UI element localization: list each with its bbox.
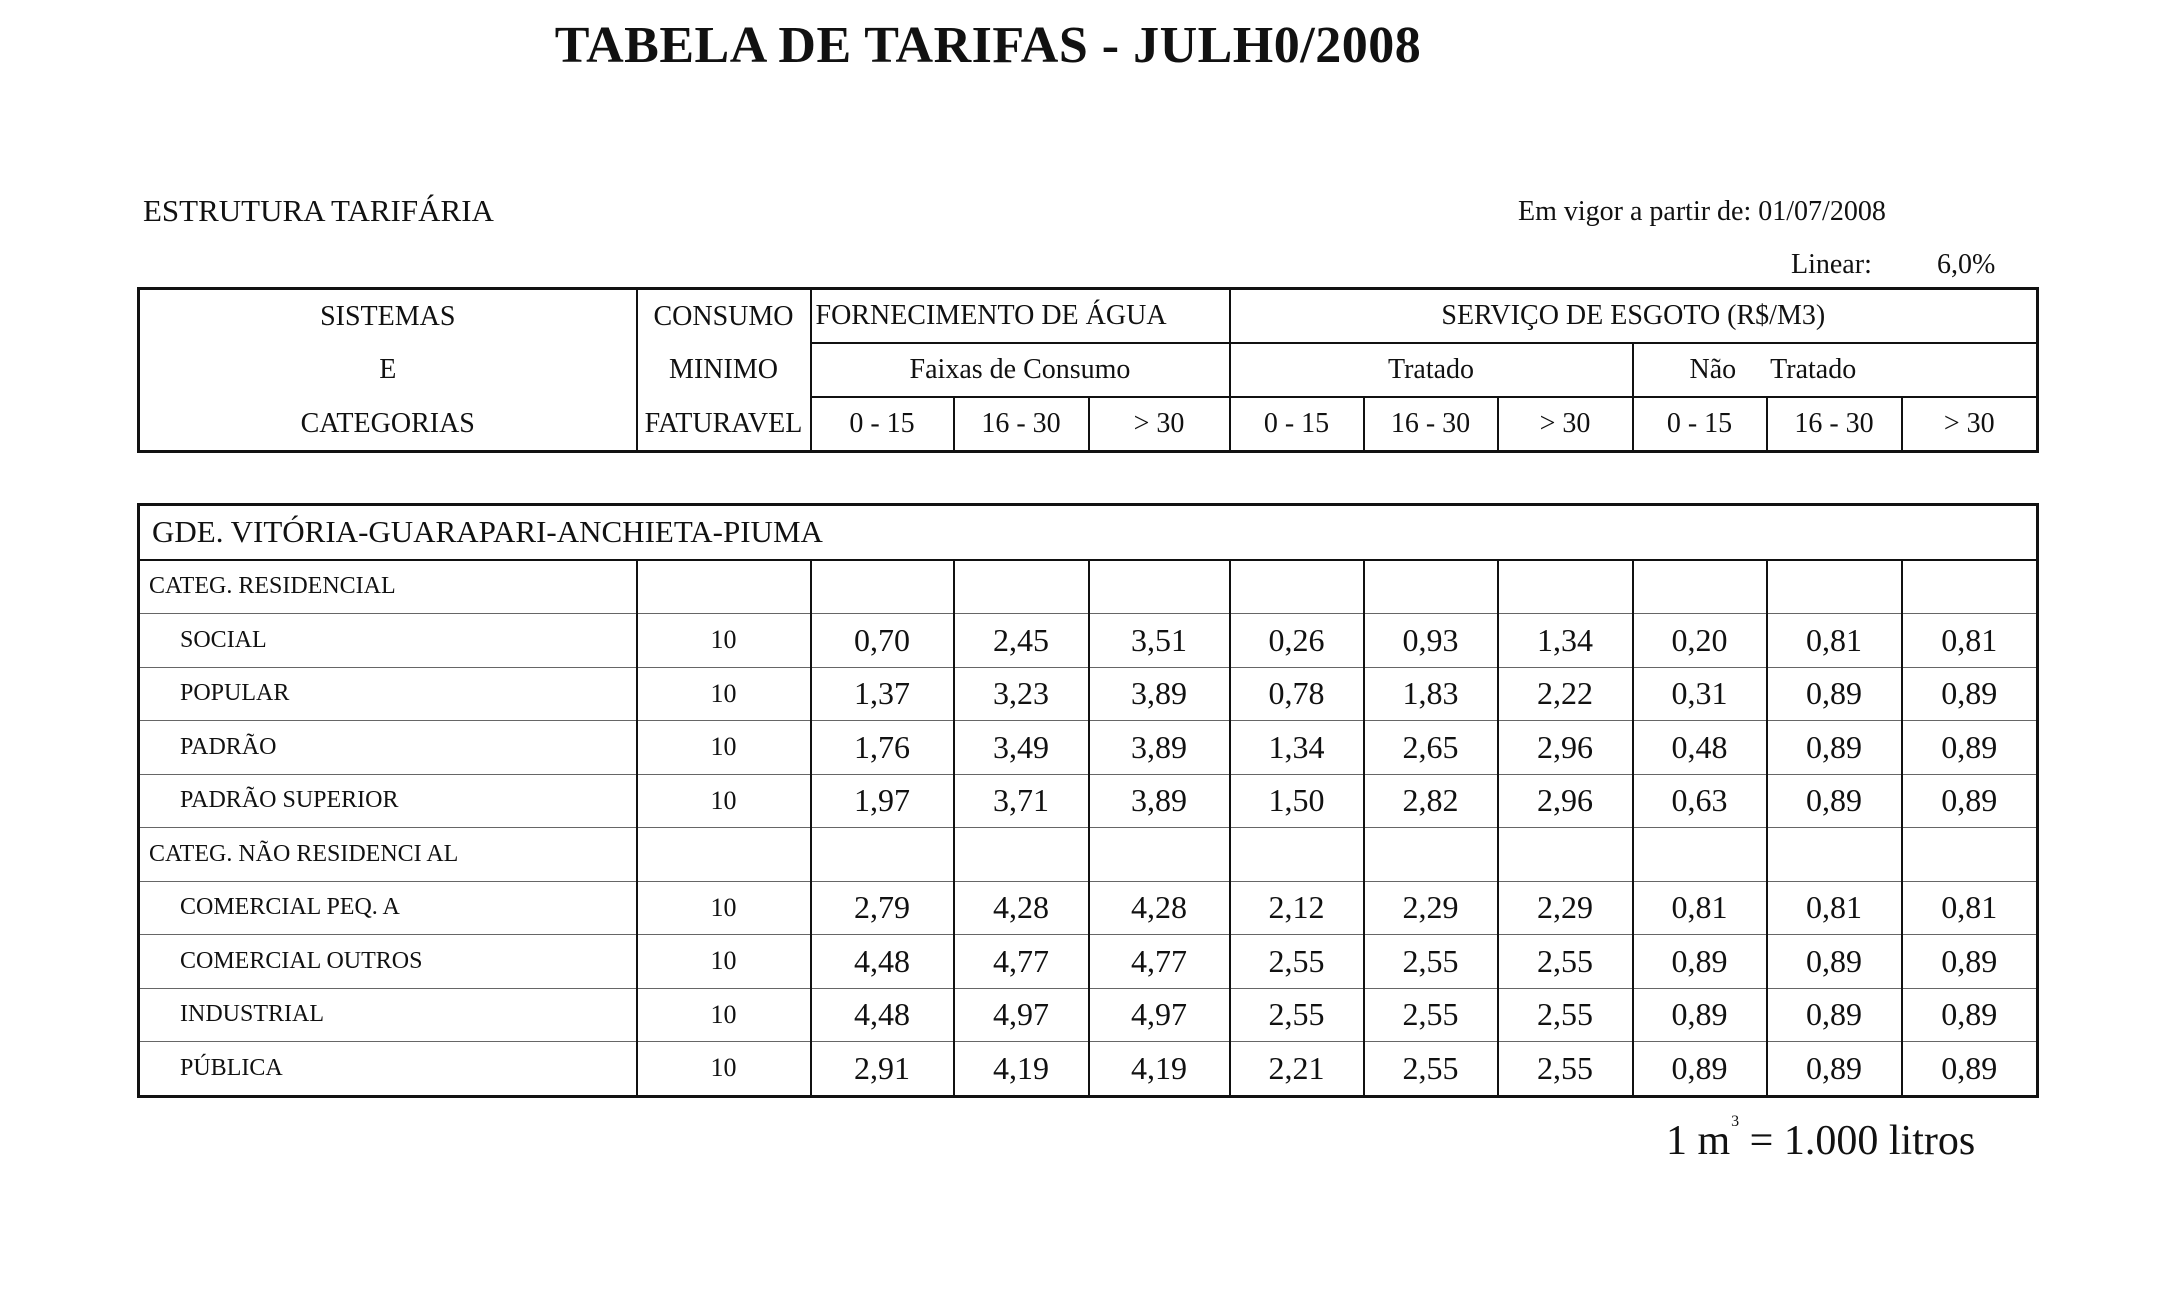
tariff-value: 3,89 xyxy=(1089,721,1230,775)
row-name: COMERCIAL PEQ. A xyxy=(139,881,637,935)
table-row xyxy=(139,1042,2038,1097)
header-e: E xyxy=(139,343,637,397)
row-name: PADRÃO SUPERIOR xyxy=(139,774,637,828)
empty-cell xyxy=(1364,828,1498,882)
empty-cell xyxy=(811,560,954,614)
tariff-value: 3,51 xyxy=(1089,614,1230,668)
header-esgoto: SERVIÇO DE ESGOTO (R$/M3) xyxy=(1230,289,2038,344)
tariff-table xyxy=(137,503,2039,1098)
tariff-value: 4,48 xyxy=(811,988,954,1042)
row-name: COMERCIAL OUTROS xyxy=(139,935,637,989)
header-table xyxy=(137,287,2039,453)
region-title: GDE. VITÓRIA-GUARAPARI-ANCHIETA-PIUMA xyxy=(139,505,2038,560)
table-row xyxy=(139,667,2038,721)
tariff-value: 2,29 xyxy=(1364,881,1498,935)
header-faixas: Faixas de Consumo xyxy=(811,343,1230,397)
header-tratado: Tratado xyxy=(1230,343,1633,397)
row-minimo: 10 xyxy=(637,988,811,1042)
empty-cell xyxy=(1902,560,2038,614)
header-fornecimento: FORNECIMENTO DE ÁGUA xyxy=(811,289,1230,344)
tariff-value: 0,63 xyxy=(1633,774,1767,828)
row-name: PADRÃO xyxy=(139,721,637,775)
table-row xyxy=(139,988,2038,1042)
table-row xyxy=(139,935,2038,989)
tariff-value: 0,81 xyxy=(1767,881,1902,935)
header-categorias: CATEGORIAS xyxy=(139,397,637,452)
empty-cell xyxy=(1767,828,1902,882)
tariff-value: 0,89 xyxy=(1902,988,2038,1042)
tariff-value: 0,81 xyxy=(1902,614,2038,668)
unit-note xyxy=(1666,1113,1975,1165)
tariff-value: 0,89 xyxy=(1767,988,1902,1042)
tariff-value: 3,89 xyxy=(1089,667,1230,721)
category-label: CATEG. NÃO RESIDENCI AL xyxy=(139,828,637,882)
empty-cell xyxy=(811,828,954,882)
table-row xyxy=(139,774,2038,828)
tariff-value: 0,81 xyxy=(1902,881,2038,935)
empty-cell xyxy=(1498,828,1633,882)
row-minimo: 10 xyxy=(637,614,811,668)
tariff-value: 0,89 xyxy=(1767,935,1902,989)
empty-cell xyxy=(637,560,811,614)
tariff-value: 2,55 xyxy=(1498,935,1633,989)
range-label: 16 - 30 xyxy=(954,397,1089,452)
tariff-value: 0,89 xyxy=(1902,721,2038,775)
tariff-value: 0,31 xyxy=(1633,667,1767,721)
tariff-value: 2,55 xyxy=(1230,988,1364,1042)
tariff-value: 2,65 xyxy=(1364,721,1498,775)
tariff-value: 2,55 xyxy=(1364,988,1498,1042)
category-label: CATEG. RESIDENCIAL xyxy=(139,560,637,614)
range-label: 0 - 15 xyxy=(811,397,954,452)
note-suffix: = 1.000 litros xyxy=(1739,1118,1976,1164)
tariff-value: 3,71 xyxy=(954,774,1089,828)
tariff-value: 2,79 xyxy=(811,881,954,935)
range-label: 0 - 15 xyxy=(1230,397,1364,452)
tariff-value: 2,21 xyxy=(1230,1042,1364,1097)
tariff-value: 0,81 xyxy=(1633,881,1767,935)
range-label: > 30 xyxy=(1498,397,1633,452)
empty-cell xyxy=(1230,828,1364,882)
tariff-value: 0,89 xyxy=(1767,1042,1902,1097)
tariff-value: 3,89 xyxy=(1089,774,1230,828)
range-label: > 30 xyxy=(1089,397,1230,452)
tariff-value: 0,70 xyxy=(811,614,954,668)
header-faturavel: FATURAVEL xyxy=(637,397,811,452)
range-label: 0 - 15 xyxy=(1633,397,1767,452)
tariff-value: 0,89 xyxy=(1633,988,1767,1042)
tariff-value: 4,28 xyxy=(1089,881,1230,935)
tariff-value: 2,55 xyxy=(1498,1042,1633,1097)
tariff-value: 0,89 xyxy=(1902,774,2038,828)
linear-label: Linear: xyxy=(1791,249,1872,280)
tariff-value: 1,50 xyxy=(1230,774,1364,828)
range-label: 16 - 30 xyxy=(1767,397,1902,452)
empty-cell xyxy=(1089,828,1230,882)
tariff-value: 2,55 xyxy=(1498,988,1633,1042)
tariff-value: 2,91 xyxy=(811,1042,954,1097)
tariff-value: 0,89 xyxy=(1902,935,2038,989)
header-nao: Não xyxy=(1689,354,1737,385)
tariff-value: 1,97 xyxy=(811,774,954,828)
tariff-value: 4,77 xyxy=(1089,935,1230,989)
tariff-value: 2,55 xyxy=(1230,935,1364,989)
empty-cell xyxy=(1089,560,1230,614)
row-minimo: 10 xyxy=(637,935,811,989)
tariff-value: 1,37 xyxy=(811,667,954,721)
row-name: SOCIAL xyxy=(139,614,637,668)
tariff-value: 0,89 xyxy=(1767,774,1902,828)
empty-cell xyxy=(1498,560,1633,614)
tariff-value: 2,22 xyxy=(1498,667,1633,721)
tariff-value: 4,97 xyxy=(954,988,1089,1042)
tariff-value: 2,96 xyxy=(1498,774,1633,828)
tariff-value: 2,55 xyxy=(1364,1042,1498,1097)
header-sistemas: SISTEMAS xyxy=(139,289,637,344)
tariff-value: 0,26 xyxy=(1230,614,1364,668)
vigor-label: Em vigor a partir de: 01/07/2008 xyxy=(1518,196,1886,227)
range-label: > 30 xyxy=(1902,397,2038,452)
empty-cell xyxy=(637,828,811,882)
header-nao-tratado xyxy=(1633,343,2038,397)
range-label: 16 - 30 xyxy=(1364,397,1498,452)
row-minimo: 10 xyxy=(637,721,811,775)
tariff-value: 4,77 xyxy=(954,935,1089,989)
tariff-value: 0,78 xyxy=(1230,667,1364,721)
empty-cell xyxy=(1767,560,1902,614)
note-sup: 3 xyxy=(1731,1113,1740,1130)
empty-cell xyxy=(1902,828,2038,882)
header-consumo: CONSUMO xyxy=(637,289,811,344)
tariff-value: 0,20 xyxy=(1633,614,1767,668)
row-minimo: 10 xyxy=(637,881,811,935)
tariff-value: 0,48 xyxy=(1633,721,1767,775)
empty-cell xyxy=(1364,560,1498,614)
tariff-value: 0,81 xyxy=(1767,614,1902,668)
header-minimo: MINIMO xyxy=(637,343,811,397)
row-name: PÚBLICA xyxy=(139,1042,637,1097)
tariff-value: 0,89 xyxy=(1633,1042,1767,1097)
estrutura-label: ESTRUTURA TARIFÁRIA xyxy=(143,193,494,228)
tariff-value: 0,89 xyxy=(1941,1049,1998,1086)
tariff-value: 2,12 xyxy=(1230,881,1364,935)
tariff-value: 1,34 xyxy=(1498,614,1633,668)
empty-cell xyxy=(1633,560,1767,614)
tariff-value: 1,83 xyxy=(1364,667,1498,721)
tariff-value: 2,29 xyxy=(1498,881,1633,935)
header-nao-tratado-text: Tratado xyxy=(1770,354,1857,385)
row-name: POPULAR xyxy=(139,667,637,721)
row-minimo: 10 xyxy=(637,667,811,721)
tariff-value: 1,76 xyxy=(811,721,954,775)
tariff-value: 4,97 xyxy=(1089,988,1230,1042)
empty-cell xyxy=(1633,828,1767,882)
linear-value: 6,0% xyxy=(1937,249,1996,280)
tariff-value: 4,48 xyxy=(811,935,954,989)
table-row xyxy=(139,881,2038,935)
tariff-value: 1,34 xyxy=(1230,721,1364,775)
tariff-value: 2,96 xyxy=(1498,721,1633,775)
tariff-value: 4,19 xyxy=(1089,1042,1230,1097)
row-name: INDUSTRIAL xyxy=(139,988,637,1042)
tariff-value: 0,93 xyxy=(1364,614,1498,668)
empty-cell xyxy=(954,560,1089,614)
tariff-value: 4,19 xyxy=(954,1042,1089,1097)
tariff-value: 3,49 xyxy=(954,721,1089,775)
empty-cell xyxy=(1230,560,1364,614)
table-row xyxy=(139,721,2038,775)
page-title: TABELA DE TARIFAS - JULH0/2008 xyxy=(554,17,1422,74)
tariff-value: 2,55 xyxy=(1364,935,1498,989)
tariff-value: 0,89 xyxy=(1767,667,1902,721)
row-minimo: 10 xyxy=(637,1042,811,1097)
tariff-value: 0,89 xyxy=(1767,721,1902,775)
tariff-value: 3,23 xyxy=(954,667,1089,721)
tariff-value: 2,45 xyxy=(954,614,1089,668)
empty-cell xyxy=(954,828,1089,882)
note-prefix: 1 m xyxy=(1666,1118,1731,1164)
table-row xyxy=(139,614,2038,668)
tariff-value: 2,82 xyxy=(1364,774,1498,828)
category-row-nao-residencial xyxy=(139,828,2038,882)
category-row-residencial xyxy=(139,560,2038,614)
row-minimo: 10 xyxy=(637,774,811,828)
tariff-value: 4,28 xyxy=(954,881,1089,935)
tariff-value: 0,89 xyxy=(1633,935,1767,989)
tariff-value: 0,89 xyxy=(1902,667,2038,721)
